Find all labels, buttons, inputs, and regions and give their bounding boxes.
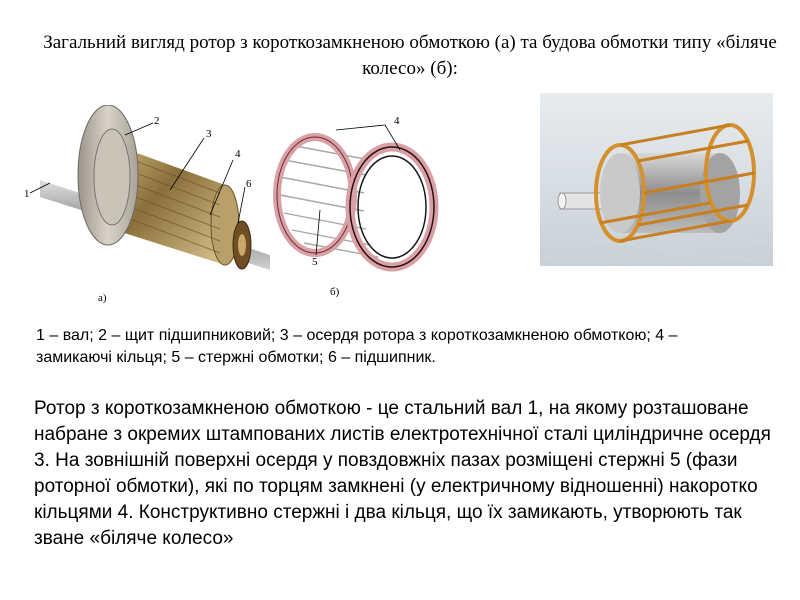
- figure-a-caption: а): [98, 292, 107, 304]
- callout-4: 4: [235, 148, 241, 160]
- callout-2: 2: [154, 115, 160, 127]
- legend-text: 1 – вал; 2 – щит підшипниковий; 3 – осердя ротора з короткозамкненою обмоткою; 4 – замикаючі кільця; 5 – стержні обмотки; 6 – підшипник.: [36, 327, 678, 366]
- rotor-3d-render: [540, 93, 773, 266]
- callout-1: 1: [24, 188, 30, 200]
- callout-3: 3: [206, 128, 212, 140]
- slide-title: Загальний вигляд ротор з короткозамкненою обмоткою (а) та будова обмотки типу «біляче колесо» (б):: [43, 32, 777, 79]
- callout-6: 6: [246, 178, 252, 190]
- squirrel-cage-drawing: [270, 115, 470, 285]
- callout-b-5: 5: [312, 256, 318, 268]
- figure-b-caption: б): [330, 286, 340, 298]
- rotor-photo: [20, 105, 290, 305]
- callout-b-4: 4: [394, 115, 400, 127]
- body-paragraph: Ротор з короткозамкненою обмоткою - це стальний вал 1, на якому розташоване набране з окремих штампованих листів електротехнічної сталі циліндричне осердя 3. На зовнішній поверхні осердя у повздовжніх пазах розміщені стержні 5 (фази роторної обмотки), які по торцям замкнені (у електричному відношенні) накоротко кільцями 4. Конструктивно стержні і два кільця, що їх замикають, утворюють так зване «біляче колесо»: [34, 398, 771, 549]
